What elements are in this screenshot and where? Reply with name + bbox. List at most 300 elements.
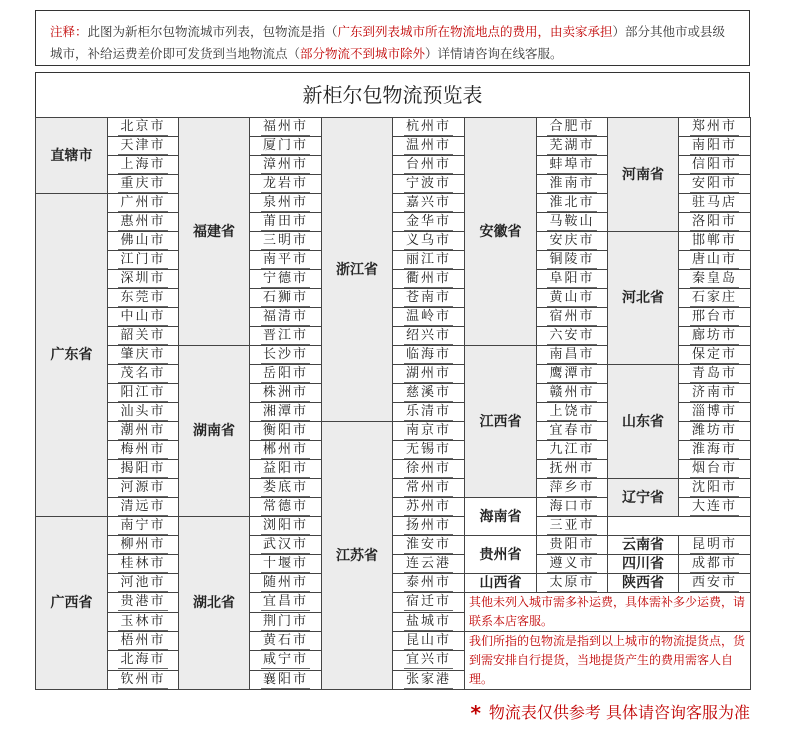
city-cell [537, 441, 608, 460]
city-name: 淮安市 [405, 537, 451, 552]
city-name: 漳州市 [262, 157, 308, 172]
city-name: 淮海市 [691, 442, 737, 457]
asterisk-icon: * [470, 701, 481, 725]
city-cell [108, 175, 179, 194]
city-cell [537, 422, 608, 441]
city-name: 黄石市 [262, 633, 308, 649]
city-cell [393, 651, 465, 670]
city-name: 钦州市 [120, 671, 166, 687]
city-name: 宿州市 [549, 309, 595, 324]
province-cell: 湖南省 [179, 346, 250, 517]
city-name: 邢台市 [691, 309, 737, 324]
city-cell [250, 289, 322, 308]
city-name: 莆田市 [262, 214, 308, 229]
city-name: 大连市 [691, 499, 737, 514]
city-name: 北海市 [120, 652, 166, 668]
city-name: 株洲市 [262, 385, 308, 400]
city-name: 江门市 [120, 252, 166, 267]
footer-text: 物流表仅供参考 具体请咨询客服为准 [488, 703, 750, 722]
city-name: 贵阳市 [549, 537, 595, 552]
city-name: 柳州市 [120, 537, 166, 552]
city-name: 泉州市 [262, 195, 308, 210]
city-cell [108, 632, 179, 651]
city-cell [250, 555, 322, 574]
city-cell [250, 365, 322, 384]
city-name: 玉林市 [120, 613, 166, 629]
province-cell: 贵州省 [465, 536, 537, 574]
city-name: 衢州市 [405, 271, 451, 286]
city-name: 泰州市 [405, 575, 451, 590]
city-name: 阜阳市 [549, 271, 595, 286]
city-name: 武汉市 [262, 537, 308, 552]
city-cell [250, 251, 322, 270]
city-name: 随州市 [262, 575, 308, 590]
city-name: 保定市 [691, 347, 737, 362]
city-cell [679, 213, 751, 232]
table-title: 新柜尔包物流预览表 [35, 72, 750, 118]
city-cell [108, 479, 179, 498]
city-name: 南平市 [262, 252, 308, 267]
city-cell [250, 384, 322, 403]
city-cell [108, 555, 179, 574]
city-name: 宁波市 [405, 176, 451, 191]
city-cell [108, 460, 179, 479]
city-name: 南宁市 [120, 518, 166, 533]
city-name: 太原市 [549, 575, 595, 590]
city-name: 河源市 [120, 480, 166, 495]
city-cell [537, 384, 608, 403]
city-cell [679, 422, 751, 441]
province-cell: 辽宁省 [608, 479, 679, 517]
city-cell [679, 536, 751, 555]
city-cell [393, 498, 465, 517]
city-cell [679, 384, 751, 403]
province-cell: 江苏省 [322, 422, 393, 690]
city-cell [679, 289, 751, 308]
city-name: 蚌埠市 [549, 157, 595, 172]
city-cell [393, 479, 465, 498]
city-name: 昆山市 [405, 633, 451, 649]
city-cell [250, 327, 322, 346]
city-cell [250, 651, 322, 670]
logistics-table [35, 117, 751, 690]
city-cell [250, 441, 322, 460]
city-name: 沈阳市 [691, 480, 737, 495]
city-cell [108, 365, 179, 384]
city-name: 宿迁市 [405, 594, 451, 610]
city-name: 十堰市 [262, 556, 308, 571]
city-cell [393, 555, 465, 574]
city-cell [679, 441, 751, 460]
city-cell [537, 118, 608, 137]
city-name: 郑州市 [691, 119, 737, 134]
city-name: 黄山市 [549, 290, 595, 305]
city-cell [393, 403, 465, 422]
city-cell [679, 327, 751, 346]
city-cell [537, 460, 608, 479]
city-cell [250, 517, 322, 536]
city-name: 益阳市 [262, 461, 308, 476]
city-name: 天津市 [120, 138, 166, 153]
city-cell [250, 498, 322, 517]
city-cell [108, 346, 179, 365]
city-name: 福州市 [262, 119, 308, 134]
other-cities-note: 其他未列入城市需多补运费，具体需补多少运费，请联系本店客服。 [465, 593, 751, 632]
city-cell [679, 137, 751, 156]
province-cell: 江西省 [465, 346, 537, 498]
city-cell [250, 213, 322, 232]
city-cell [537, 251, 608, 270]
city-cell [393, 460, 465, 479]
city-cell [108, 536, 179, 555]
city-name: 宜昌市 [262, 594, 308, 610]
city-name: 衡阳市 [262, 423, 308, 438]
province-cell: 福建省 [179, 118, 250, 346]
city-name: 佛山市 [120, 233, 166, 248]
city-cell [393, 289, 465, 308]
city-name: 上饶市 [549, 404, 595, 419]
city-name: 无锡市 [405, 442, 451, 457]
city-name: 遵义市 [549, 556, 595, 571]
city-cell [393, 384, 465, 403]
city-cell [537, 403, 608, 422]
city-name: 驻马店 [691, 195, 737, 210]
city-name: 萍乡市 [549, 480, 595, 495]
city-name: 台州市 [405, 157, 451, 172]
city-name: 常州市 [405, 480, 451, 495]
city-name: 安庆市 [549, 233, 595, 248]
city-name: 芜湖市 [549, 138, 595, 153]
city-cell [537, 555, 608, 574]
city-name: 长沙市 [262, 347, 308, 362]
city-cell [679, 118, 751, 137]
province-cell: 云南省 [608, 536, 679, 555]
notice-text-2: ）部分其他市或县级城市，补给运费差价即可发货到当地物流点（ [50, 24, 726, 61]
city-cell [393, 232, 465, 251]
city-cell [537, 365, 608, 384]
city-name: 三明市 [262, 233, 308, 248]
province-cell: 浙江省 [322, 118, 393, 422]
city-cell [537, 536, 608, 555]
city-cell [537, 289, 608, 308]
notice-text-1: 此图为新柜尔包物流城市列表，包物流是指（ [87, 24, 338, 39]
city-name: 洛阳市 [691, 214, 737, 229]
city-name: 肇庆市 [120, 347, 166, 362]
city-name: 襄阳市 [262, 671, 308, 687]
city-cell [108, 194, 179, 213]
city-name: 阳江市 [120, 385, 166, 400]
city-name: 东莞市 [120, 290, 166, 305]
city-name: 青岛市 [691, 366, 737, 381]
table-row [36, 118, 751, 137]
empty-cell [608, 517, 751, 536]
city-name: 石狮市 [262, 290, 308, 305]
city-cell [393, 251, 465, 270]
province-cell: 陕西省 [608, 574, 679, 593]
province-cell: 山西省 [465, 574, 537, 593]
city-name: 常德市 [262, 499, 308, 514]
city-name: 岳阳市 [262, 366, 308, 381]
city-cell [108, 289, 179, 308]
city-name: 徐州市 [405, 461, 451, 476]
city-cell [679, 479, 751, 498]
city-cell [250, 670, 322, 689]
city-cell [108, 651, 179, 670]
city-name: 娄底市 [262, 480, 308, 495]
city-name: 鹰潭市 [549, 366, 595, 381]
city-cell [679, 308, 751, 327]
table-row [36, 232, 751, 251]
city-name: 安阳市 [691, 176, 737, 191]
table-row [36, 555, 751, 574]
city-cell [393, 536, 465, 555]
city-name: 盐城市 [405, 613, 451, 629]
city-cell [537, 574, 608, 593]
notice-box [35, 10, 750, 66]
city-cell [108, 422, 179, 441]
city-name: 信阳市 [691, 157, 737, 172]
city-name: 义乌市 [405, 233, 451, 248]
city-cell [108, 612, 179, 632]
city-name: 宜兴市 [405, 652, 451, 668]
city-cell [250, 194, 322, 213]
table-row [36, 536, 751, 555]
city-cell [679, 498, 751, 517]
city-name: 唐山市 [691, 252, 737, 267]
city-cell [393, 593, 465, 613]
city-name: 北京市 [120, 119, 166, 134]
city-cell [537, 213, 608, 232]
province-cell: 广西省 [36, 517, 108, 690]
city-cell [537, 156, 608, 175]
city-name: 南阳市 [691, 138, 737, 153]
city-name: 乐清市 [405, 404, 451, 419]
city-cell [679, 194, 751, 213]
city-cell [393, 612, 465, 632]
table-row [36, 574, 751, 593]
city-cell [679, 460, 751, 479]
city-cell [537, 232, 608, 251]
city-name: 龙岩市 [262, 176, 308, 191]
city-cell [393, 194, 465, 213]
table-row [36, 479, 751, 498]
city-name: 淮南市 [549, 176, 595, 191]
city-cell [250, 175, 322, 194]
city-name: 梅州市 [120, 442, 166, 457]
city-name: 温岭市 [405, 309, 451, 324]
city-cell [537, 327, 608, 346]
table-row [36, 593, 751, 613]
city-name: 南昌市 [549, 347, 595, 362]
city-name: 苏州市 [405, 499, 451, 514]
notice-text-3: ）详情请咨询在线客服。 [425, 46, 563, 61]
city-name: 晋江市 [262, 328, 308, 343]
city-name: 茂名市 [120, 366, 166, 381]
city-cell [108, 441, 179, 460]
city-cell [537, 308, 608, 327]
province-cell: 湖北省 [179, 517, 250, 690]
city-name: 昆明市 [691, 537, 737, 552]
city-name: 嘉兴市 [405, 195, 451, 210]
province-cell: 安徽省 [465, 118, 537, 346]
city-name: 石家庄 [691, 290, 737, 305]
city-name: 绍兴市 [405, 328, 451, 343]
city-cell [250, 346, 322, 365]
city-cell [250, 232, 322, 251]
city-cell [537, 498, 608, 517]
city-cell [393, 441, 465, 460]
city-name: 六安市 [549, 328, 595, 343]
city-name: 赣州市 [549, 385, 595, 400]
city-name: 清远市 [120, 499, 166, 514]
city-cell [679, 346, 751, 365]
city-name: 连云港 [405, 556, 451, 571]
city-cell [393, 156, 465, 175]
city-cell [393, 632, 465, 651]
city-cell [250, 137, 322, 156]
city-name: 河池市 [120, 575, 166, 590]
city-name: 廊坊市 [691, 328, 737, 343]
city-cell [108, 574, 179, 593]
city-name: 淄博市 [691, 404, 737, 419]
city-name: 南京市 [405, 423, 451, 438]
city-name: 丽江市 [405, 252, 451, 267]
city-name: 惠州市 [120, 214, 166, 229]
city-name: 汕头市 [120, 404, 166, 419]
city-cell [108, 156, 179, 175]
city-cell [537, 517, 608, 536]
city-name: 湘潭市 [262, 404, 308, 419]
city-name: 厦门市 [262, 138, 308, 153]
city-name: 湖州市 [405, 366, 451, 381]
city-name: 秦皇岛 [691, 271, 737, 286]
city-cell [679, 251, 751, 270]
province-cell: 河北省 [608, 232, 679, 365]
city-name: 扬州市 [405, 518, 451, 533]
city-cell [108, 593, 179, 613]
city-cell [393, 365, 465, 384]
notice-lead: 注释： [50, 24, 88, 39]
city-cell [250, 118, 322, 137]
city-name: 广州市 [120, 195, 166, 210]
city-cell [393, 422, 465, 441]
city-cell [108, 327, 179, 346]
city-cell [108, 498, 179, 517]
city-cell [393, 270, 465, 289]
city-cell [393, 213, 465, 232]
city-cell [537, 479, 608, 498]
city-cell [108, 270, 179, 289]
city-cell [679, 365, 751, 384]
city-name: 海口市 [549, 499, 595, 514]
city-name: 郴州市 [262, 442, 308, 457]
city-name: 温州市 [405, 138, 451, 153]
city-cell [250, 536, 322, 555]
city-cell [250, 422, 322, 441]
city-cell [679, 555, 751, 574]
city-cell [250, 593, 322, 613]
city-name: 揭阳市 [120, 461, 166, 476]
city-name: 深圳市 [120, 271, 166, 286]
city-cell [679, 574, 751, 593]
city-name: 铜陵市 [549, 252, 595, 267]
city-name: 九江市 [549, 442, 595, 457]
city-name: 韶关市 [120, 328, 166, 343]
table-row [36, 365, 751, 384]
city-name: 三亚市 [549, 518, 595, 533]
city-cell [679, 175, 751, 194]
city-cell [250, 403, 322, 422]
table-row [36, 517, 751, 536]
city-name: 淮北市 [549, 195, 595, 210]
city-cell [393, 118, 465, 137]
pickup-note: 我们所指的包物流是指到以上城市的物流提货点，货到需安排自行提货，当地提货产生的费用需客人自理。 [465, 632, 751, 690]
city-name: 重庆市 [120, 176, 166, 191]
city-cell [250, 270, 322, 289]
table-row [36, 632, 751, 651]
city-cell [250, 156, 322, 175]
city-cell [250, 308, 322, 327]
province-cell: 山东省 [608, 365, 679, 479]
city-name: 桂林市 [120, 556, 166, 571]
city-cell [679, 270, 751, 289]
city-name: 成都市 [691, 556, 737, 571]
city-name: 慈溪市 [405, 385, 451, 400]
city-name: 邯郸市 [691, 233, 737, 248]
city-name: 荆门市 [262, 613, 308, 629]
city-cell [108, 118, 179, 137]
city-cell [393, 308, 465, 327]
city-name: 福清市 [262, 309, 308, 324]
province-cell: 四川省 [608, 555, 679, 574]
notice-highlight-2: 部分物流不到城市除外 [300, 46, 426, 61]
city-name: 浏阳市 [262, 518, 308, 533]
city-cell [108, 517, 179, 536]
city-cell [108, 403, 179, 422]
city-cell [108, 213, 179, 232]
city-cell [393, 670, 465, 689]
city-cell [537, 346, 608, 365]
city-cell [679, 232, 751, 251]
city-name: 临海市 [405, 347, 451, 362]
city-cell [537, 137, 608, 156]
notice-highlight-1: 广东到列表城市所在物流地点的费用，由卖家承担 [337, 24, 613, 39]
city-name: 潮州市 [120, 423, 166, 438]
city-cell [537, 194, 608, 213]
city-cell [108, 384, 179, 403]
city-cell [108, 308, 179, 327]
city-cell [393, 517, 465, 536]
city-cell [250, 632, 322, 651]
city-name: 杭州市 [405, 119, 451, 134]
city-name: 金华市 [405, 214, 451, 229]
city-name: 烟台市 [691, 461, 737, 476]
city-name: 宜春市 [549, 423, 595, 438]
city-cell [108, 232, 179, 251]
city-name: 合肥市 [549, 119, 595, 134]
province-cell: 海南省 [465, 498, 537, 536]
city-name: 上海市 [120, 157, 166, 172]
city-name: 抚州市 [549, 461, 595, 476]
city-cell [393, 175, 465, 194]
city-cell [250, 460, 322, 479]
city-name: 济南市 [691, 385, 737, 400]
city-name: 潍坊市 [691, 423, 737, 438]
city-name: 张家港 [405, 671, 451, 687]
province-cell: 直辖市 [36, 118, 108, 194]
city-name: 马鞍山 [549, 214, 595, 229]
city-name: 咸宁市 [262, 652, 308, 668]
